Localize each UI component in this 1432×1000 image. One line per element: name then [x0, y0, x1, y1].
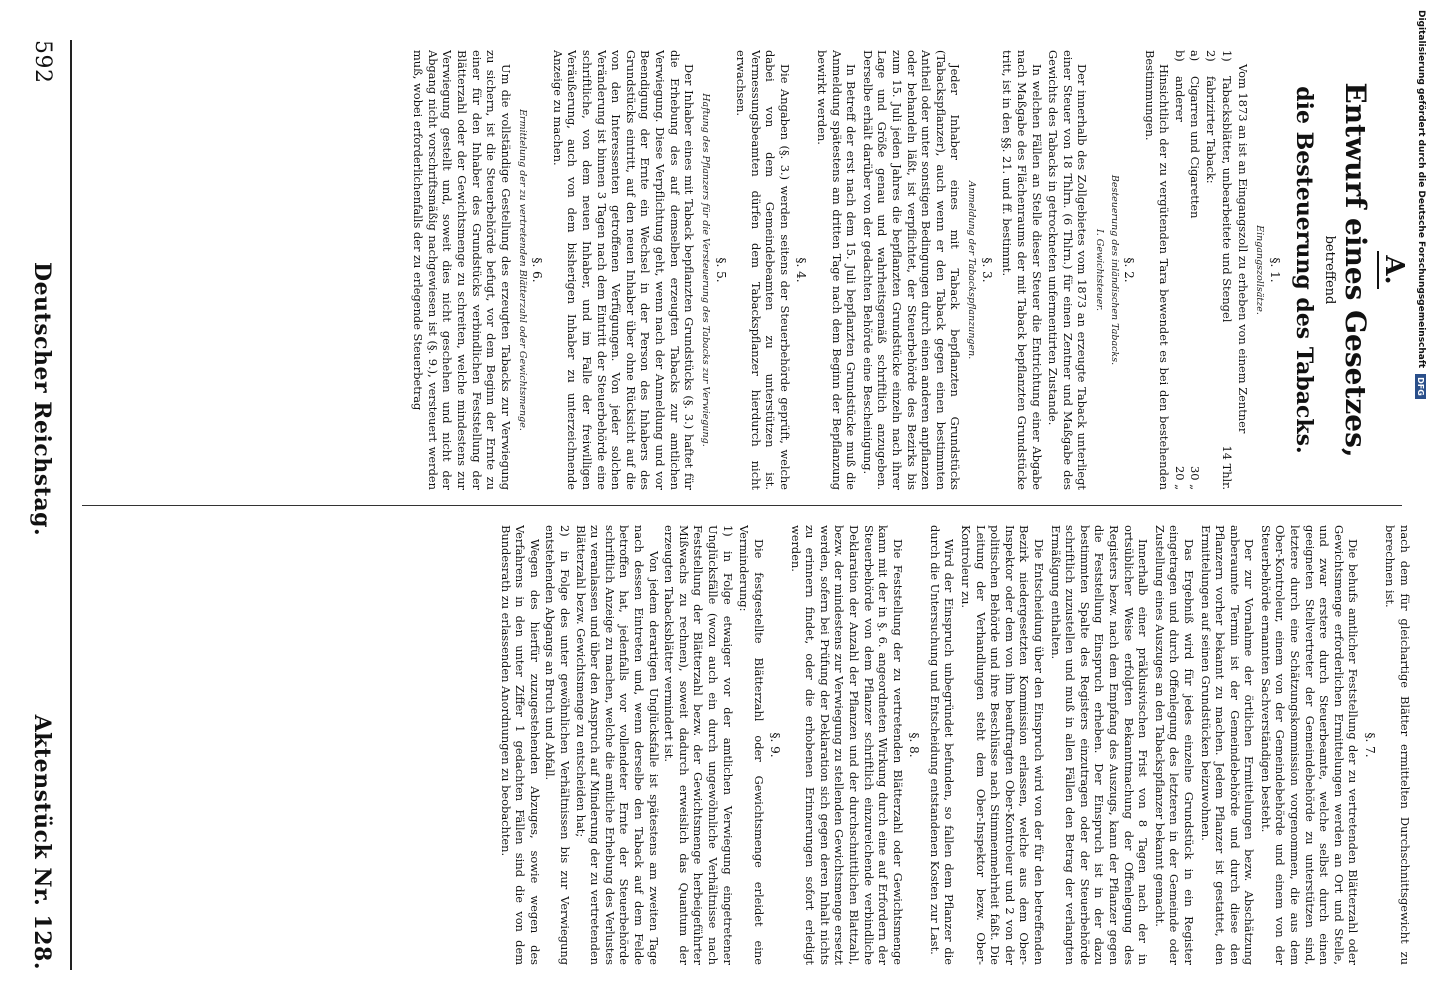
right-column	[82, 525, 1412, 965]
list-item	[662, 525, 735, 965]
section-9-items	[543, 525, 735, 965]
section-8-para-1: Die Feststellung der zu vertretenden Blätterzahl oder Gewichtsmenge kann mit der in §. 6. angeordneten Wirkung durch eine auf Erfordern der Steuerbehörde von dem Pflanzer schriftlich einzureichende verbindliche Deklaration der Anzahl der Pflanzen und der durchschnittlichen Blattzahl, bezw. der mindestens zur Verwiegung zu stellenden Gewichtsmenge ersetzt werden, sofern bei Prüfung der Deklaration sich gegen deren Inhalt nichts zu erinnern findet, oder die erhobenen Erinnerungen sofort erledigt werden.	[788, 525, 905, 965]
section-4-para-1: Die Angaben (§. 3.) werden seitens der Steuerbehörde geprüft, welche dabei von dem Gemeindebeamten zu unterstützen ist. Vermessungsbeamten dürfen dem Tabackspflanzer hierdurch nicht erwachsen.	[734, 50, 793, 490]
list-item	[1188, 50, 1203, 490]
title-sub: betreffend	[1321, 235, 1337, 305]
digitization-note: Digitalisierung gefördert durch die Deutsche Forschungsgemeinschaft	[1416, 10, 1426, 369]
section-1-end: Hinsichtlich der zu vergütenden Tara bewendet es bei den bestehenden Bestimmungen.	[1142, 50, 1172, 490]
item-text: in Folge etwaiger vor der amtlichen Verwiegung eingetretener Unglücksfälle (wozu auch ein durch ungewöhnliche Verhältnisse nach Feststellung der Blätterzahl bezw. der Gewichtsmenge herbeigeführter Mißwachs zu rechnen), soweit dadurch erweislich das Quantum der erzeugten Tabacksblätter vermindert ist.	[662, 525, 735, 965]
header-rule	[70, 40, 72, 970]
item-value: 20 „	[1172, 465, 1187, 490]
section-6-para-1: Um die vollständige Gestellung des erzeugten Tabacks zur Verwiegung zu sichern, ist die Steuerbehörde befugt, vor dem Beginn der Ernte zu einer für den Inhaber des Grundstücks verbindlichen Feststellung der Blätterzahl oder der Gewichtsmenge zu schreiten, welche mindestens zur Verwiegung gestellt und, soweit dies nicht geschehen und nicht der Abgang nicht vorschriftsmäßig nachgewiesen ist (§. 9.), versteuert werden muß, wobei erforderlichenfalls der zu erlegende Steuerbetrag	[411, 50, 513, 490]
section-1-subtitle: Eingangszollsätze.	[1254, 225, 1266, 315]
document-letter: A.	[1377, 50, 1410, 490]
section-5-heading: §. 5.	[713, 257, 728, 283]
item-label: 2)	[1204, 50, 1219, 62]
section-9-heading: §. 9.	[768, 732, 783, 758]
section-6-heading: §. 6.	[530, 257, 545, 283]
section-2-subtitle: Besteuerung des inländischen Tabacks.	[1108, 174, 1120, 366]
item-text: fabrizirter Taback:	[1204, 76, 1219, 184]
item-label: b)	[1172, 50, 1187, 62]
section-6-subtitle: Ermittelung der zu vertretenden Blätterzahl oder Gewichtsmenge.	[516, 109, 528, 431]
section-9-para-2: Wegen des hierfür zuzugestehenden Abzuges, sowie wegen des Verfahrens in den unter Ziffer 1 gedachten Fällen sind die von dem Bundesrath zu erlassenden Anordnungen zu beobachten.	[498, 525, 542, 965]
publication-name: Deutscher Reichstag.	[29, 261, 56, 537]
section-1-intro: Vom 1873 an ist an Eingangszoll zu erheben von einem Zentner	[1236, 64, 1251, 434]
item-text: in Folge des unter gewöhnlichen Verhältnissen bis zur Verwiegung entstehenden Abgangs an Bruch und Abfall.	[543, 525, 573, 965]
title-main: Entwurf eines Gesetzes,	[1338, 82, 1372, 458]
section-7-para-3: Das Ergebniß wird für jedes einzelne Grundstück in ein Register eingetragen und durch Offenlegung des letzteren in der Gemeinde oder Zustellung eines Auszuges an den Tabackspflanzer bekannt gemacht.	[1152, 525, 1196, 965]
section-8-heading: §. 8.	[907, 732, 922, 758]
page-number: 592	[30, 40, 56, 84]
list-item	[1203, 50, 1218, 490]
section-5-subtitle: Haftung des Pflanzers für die Versteuerung des Tabacks zur Verwiegung.	[700, 93, 712, 447]
section-9-para-1: Die festgestellte Blätterzahl oder Gewichtsmenge erleidet eine Verminderung:	[737, 525, 766, 965]
section-3-heading: §. 3.	[979, 257, 994, 283]
section-5-para-1: Der Inhaber eines mit Taback bepflanzten Grundstücks (§. 3.) haftet für die Erhebung des auf demselben erzeugten Tabacks zur amtlichen Verwiegung. Diese Verpflichtung geht, wenn nach der Anmeldung und vor Beendigung der Ernte ein Wechsel in der Person des Inhabers des Grundstücks eintritt, auf den neuen Inhaber über ohne Rücksicht auf die von den Interessenten getroffenen Verfügungen. Von jeder solchen Veränderung ist binnen 3 Tagen nach dem Eintritt der Steuerbehörde eine schriftliche, von dem neuen Inhaber, und im Falle der freiwilligen Veräußerung, auch von dem bisherigen Inhaber zu unterzeichnende Anzeige zu machen.	[550, 50, 697, 490]
list-item	[1219, 50, 1234, 490]
section-3-para-2: In Betreff der erst nach dem 15. Juli bepflanzten Grundstücke muß die Anmeldung spätestens am dritten Tage nach dem Beginn der Bepflanzung bewirkt werden.	[815, 50, 859, 490]
section-7-para-4: Innerhalb einer präklusivischen Frist von 8 Tagen nach der in ortsüblicher Weise erfolgten Bekanntmachung der Offenlegung des Registers bezw. nach dem Empfang des Auszugs, kann der Pflanzer gegen die Feststellung Einspruch erheben. Der Einspruch ist in der dazu bestimmten Spalte des Registers einzutragen oder der Steuerbehörde schriftlich zuzustellen und muß in allen Fällen den Betrag der verlangten Ermäßigung enthalten.	[1048, 525, 1151, 965]
continuation-para: nach dem für gleichartige Blätter ermittelten Durchschnittsgewicht zu berechnen ist.	[1383, 525, 1412, 965]
item-text: anderer	[1172, 76, 1187, 122]
item-value: 14 Thlr.	[1219, 445, 1234, 490]
left-column	[82, 50, 1412, 490]
section-1-items	[1172, 50, 1233, 490]
section-2-subtitle-2: I. Gewichtsteuer.	[1093, 228, 1105, 311]
item-value: 30 „	[1188, 465, 1203, 490]
section-7-para-1: Die behufs amtlicher Feststellung der zu vertretenden Blätterzahl oder Gewichtsmenge erforderlichen Ermittelungen werden an Ort und Stelle, und zwar erstere durch Steuerbeamte, welche selbst durch einen geeigneten Stellvertreter der Gemeindebehörde zu unterstützen sind, letztere durch eine Schätzungskommission vorgenommen, die aus dem Ober-Kontroleur, einem von der Gemeindebehörde und einem von der Steuerbehörde ernannten Sachverständigen besteht.	[1258, 525, 1361, 965]
dfg-logo: DFG	[1416, 374, 1427, 399]
section-1-heading: §. 1.	[1267, 257, 1282, 283]
section-7-para-6: Wird der Einspruch unbegründet befunden, so fallen dem Pflanzer die durch die Untersuchung und Entscheidung entstandenen Kosten zur Last.	[927, 525, 957, 965]
item-text: Cigarren und Cigaretten	[1188, 76, 1203, 219]
list-item	[543, 525, 572, 965]
bill-title	[1290, 50, 1371, 490]
section-3-subtitle: Anmeldung der Tabackspflanzungen.	[966, 180, 978, 360]
item-label: a)	[1188, 50, 1203, 62]
item-text: Von jedem derartigen Unglücksfalle ist spätestens am zweiten Tage nach dessen Eintreten und, wenn derselbe den Taback auf dem Felde betroffen hat, jedenfalls vor vollendeter Ernte der Steuerbehörde schriftlich Anzeige zu machen, welche die amtliche Erhebung des Verlustes zu veranlassen und über den Anspruch auf Minderung der zu vertretenden Blätterzahl bezw. Gewichtsmenge zu entscheiden hat;	[573, 525, 661, 965]
section-2-para-2: In welchen Fällen an Stelle dieser Steuer die Entrichtung einer Abgabe nach Maßgabe des Flächenraums der mit Taback bepflanzten Grundstücke tritt, ist in den §§. 21. und ff. bestimmt.	[1000, 50, 1044, 490]
section-7-para-2: Der zur Vornahme der örtlichen Ermittelungen bezw. Abschätzung anberaumte Termin ist der Gemeindebehörde und durch diese den Pflanzern vorher bekannt zu machen. Jedem Pflanzer ist gestattet, den Ermittelungen auf seinen Grundstücken beizuwohnen.	[1198, 525, 1257, 965]
section-3-para-1: Jeder Inhaber eines mit Taback bepflanzten Grundstücks (Tabackspflanzer), auch wenn er den Taback gegen einen bestimmten Antheil oder unter sonstigen Bedingungen durch einen anderen anpflanzen oder behandeln läßt, ist verpflichtet, der Steuerbehörde des Bezirks bis zum 15. Juli jeden Jahres die bepflanzten Grundstücke einzeln nach ihrer Lage und Größe genau und wahrheitsgemäß schriftlich anzugeben. Derselbe erhält darüber von der gedachten Behörde eine Bescheinigung.	[860, 50, 963, 490]
section-7-heading: §. 7.	[1362, 732, 1377, 758]
title-topic: die Besteuerung des Tabacks.	[1290, 86, 1317, 454]
section-7-para-5: Die Entscheidung über den Einspruch wird von der für den betreffenden Bezirk niedergesetzten Kommission erlassen, welche aus dem Ober-Inspektor oder dem von ihm beauftragten Ober-Kontroleur und 2 von der politischen Behörde und ihre Beschlüsse nach Stimmenmehrheit faßt. Die Leitung der Verhandlungen steht dem Ober-Inspektor bezw. Ober-Kontroleur zu.	[959, 525, 1046, 965]
item-label: 1)	[1219, 50, 1234, 62]
section-2-heading: §. 2.	[1122, 257, 1137, 283]
item-label: 1)	[720, 525, 735, 537]
list-item	[1172, 50, 1187, 490]
section-4-heading: §. 4.	[794, 257, 809, 283]
running-head	[22, 40, 62, 970]
list-item	[573, 525, 661, 965]
document-number: Aktenstück Nr. 128.	[29, 714, 56, 970]
item-label: 2)	[558, 525, 573, 537]
item-text: Tabacksblätter, unbearbeitete und Stengel	[1219, 76, 1234, 323]
column-divider	[82, 505, 1402, 506]
section-2-para-1: Der innerhalb des Zollgebietes vom 1873 an erzeugte Taback unterliegt einer Steuer von 18 Thlrn. (6 Thlrn.) für einen Zentner und Maßgabe des Gewichts des Tabacks in getrockneten unfermentirten Zustande.	[1046, 50, 1090, 490]
digitization-footer	[1413, 10, 1429, 590]
